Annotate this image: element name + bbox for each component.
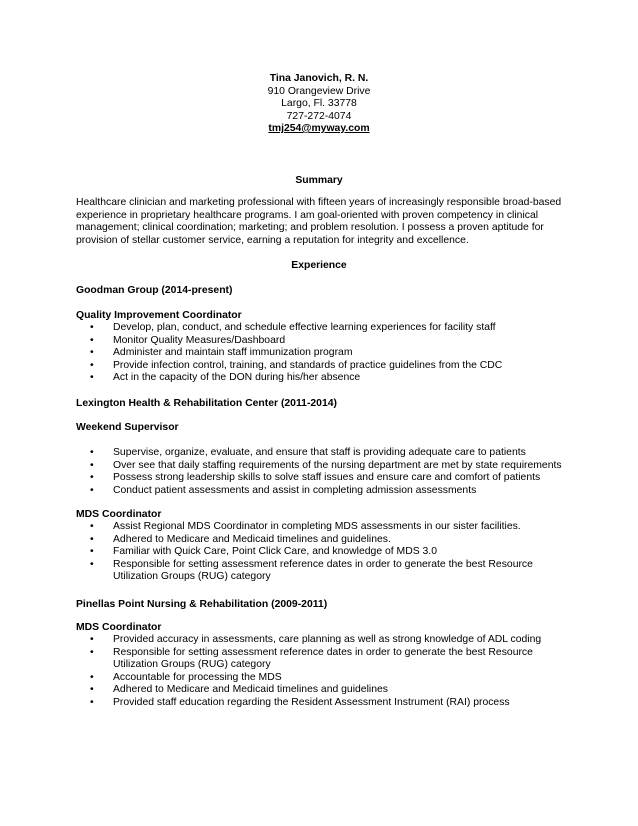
list-item: • Possess strong leadership skills to solve staff issues and ensure care and comfort of patients: [90, 472, 541, 484]
street-address: 910 Orangeview Drive: [267, 85, 371, 97]
list-item: • Conduct patient assessments and assist in completing admission assessments: [90, 484, 477, 496]
city-state-zip: Largo, Fl. 33778: [281, 98, 357, 109]
list-item: • Familiar with Quick Care, Point Click Care, and knowledge of MDS 3.0: [90, 546, 437, 558]
employer-name: Lexington Health & Rehabilitation Center (2011-2014): [76, 398, 337, 409]
contact-header: [0, 73, 638, 136]
bullet-icon: •: [90, 447, 94, 458]
list-item: • Responsible for setting assessment reference dates in order to generate the best Resource Utilization Groups (RUG) category: [90, 646, 533, 671]
bullet-icon: •: [90, 558, 94, 570]
list-item: • Supervise, organize, evaluate, and ensure that staff is providing adequate care to patients: [90, 447, 526, 458]
bullet-icon: •: [90, 484, 94, 496]
bullet-icon: •: [90, 521, 94, 532]
duties-list: [0, 521, 533, 584]
bullet-icon: •: [90, 696, 94, 708]
bullet-icon: •: [90, 684, 94, 696]
list-item: • Adhered to Medicare and Medicaid timelines and guidelines.: [90, 533, 391, 545]
employer-name: Goodman Group (2014-present): [76, 285, 233, 296]
bullet-icon: •: [90, 546, 94, 558]
job-title: Weekend Supervisor: [76, 422, 179, 433]
experience-heading: Experience: [291, 260, 347, 271]
bullet-icon: •: [90, 671, 94, 683]
list-item: • Adhered to Medicare and Medicaid timelines and guidelines: [90, 684, 388, 696]
bullet-icon: •: [90, 372, 94, 384]
list-item: • Monitor Quality Measures/Dashboard: [90, 334, 286, 346]
list-item: • Provided staff education regarding the Resident Assessment Instrument (RAI) process: [90, 696, 510, 708]
bullet-icon: •: [90, 359, 94, 371]
list-item: • Accountable for processing the MDS: [90, 671, 282, 683]
job-title: MDS Coordinator: [76, 622, 162, 633]
bullet-icon: •: [90, 634, 94, 645]
list-item: • Act in the capacity of the DON during his/her absence: [90, 372, 361, 384]
bullet-icon: •: [90, 533, 94, 545]
list-item: • Administer and maintain staff immunization program: [90, 347, 353, 359]
bullet-icon: •: [90, 646, 94, 658]
list-item: • Provide infection control, training, and standards of practice guidelines from the CDC: [90, 359, 503, 371]
bullet-icon: •: [90, 472, 94, 484]
bullet-icon: •: [90, 322, 94, 333]
list-item: • Responsible for setting assessment reference dates in order to generate the best Resource Utilization Groups (RUG) category: [90, 558, 533, 583]
job-title: Quality Improvement Coordinator: [76, 310, 242, 321]
duties-list: [0, 447, 562, 497]
list-item: • Provided accuracy in assessments, care planning as well as strong knowledge of ADL coding: [90, 634, 542, 645]
duties-list: [0, 634, 541, 710]
list-item: • Assist Regional MDS Coordinator in completing MDS assessments in our sister facilities.: [90, 521, 521, 532]
list-item: • Develop, plan, conduct, and schedule effective learning experiences for facility staff: [90, 322, 496, 333]
list-item: • Over see that daily staffing requirements of the nursing department are met by state requirements: [90, 459, 562, 471]
duties-list: [0, 322, 502, 385]
candidate-name: Tina Janovich, R. N.: [269, 73, 369, 84]
email-link[interactable]: tmj254@myway.com: [268, 123, 370, 134]
summary-heading: Summary: [295, 175, 343, 186]
job-title: MDS Coordinator: [76, 509, 162, 520]
bullet-icon: •: [90, 347, 94, 359]
bullet-icon: •: [90, 459, 94, 471]
summary-text: Healthcare clinician and marketing professional with fifteen years of increasingly responsible broad-based experience in proprietary healthcare programs. I am goal-oriented with proven competency in clinical management; clinical coordination; marketing; and problem resolution. I possess a proven aptitude for provision of stellar customer service, earning a reputation for integrity and excellence.: [76, 197, 562, 246]
employer-name: Pinellas Point Nursing & Rehabilitation (2009-2011): [76, 599, 328, 610]
phone-number: 727-272-4074: [286, 110, 352, 122]
bullet-icon: •: [90, 334, 94, 346]
